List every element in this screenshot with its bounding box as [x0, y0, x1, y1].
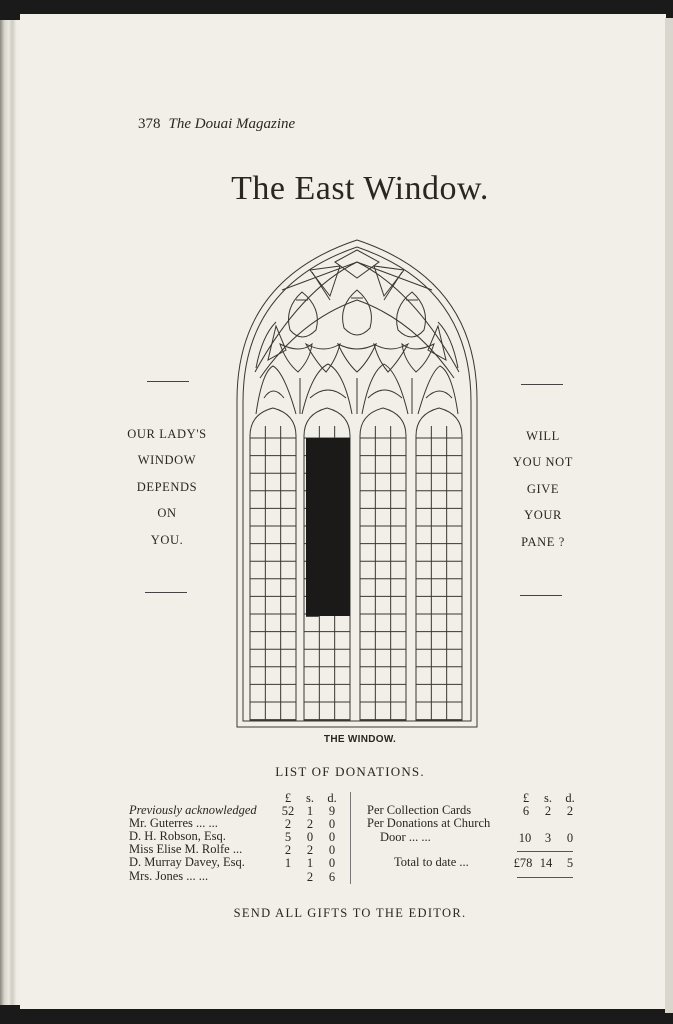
- donation-amount: 0: [328, 843, 336, 858]
- donation-amount: 3: [544, 831, 552, 845]
- currency-header-pounds: £: [522, 791, 530, 805]
- donation-amount: 0: [328, 830, 336, 845]
- donation-amount: 2: [544, 804, 552, 818]
- total-pounds: £78: [513, 856, 533, 870]
- divider-dash: [520, 595, 562, 596]
- right-slogan-line: WILL: [526, 429, 560, 443]
- currency-header-pounds: £: [284, 791, 292, 805]
- footer-note: SEND ALL GIFTS TO THE EDITOR.: [233, 906, 467, 920]
- divider-dash: [145, 592, 187, 593]
- donation-amount: 10: [518, 831, 532, 845]
- donor-name: D. Murray Davey, Esq.: [129, 855, 245, 870]
- left-slogan: [116, 421, 218, 553]
- total-label: Total to date ...: [394, 855, 469, 869]
- donor-name: Mr. Guterres ... ...: [129, 816, 218, 831]
- donation-amount: 1: [306, 804, 314, 818]
- donor-name: Previously acknowledged: [129, 803, 257, 817]
- right-slogan-line: PANE ?: [521, 534, 565, 549]
- total-rule-top: [517, 851, 573, 852]
- donation-amount: 2: [306, 869, 314, 884]
- donation-amount: 52: [281, 804, 295, 818]
- left-slogan-line: WINDOW: [137, 453, 197, 468]
- donation-amount: 1: [306, 856, 314, 871]
- left-slogan-line: ON: [157, 506, 177, 521]
- page-number: 378: [138, 116, 161, 132]
- donations-title: LIST OF DONATIONS.: [275, 764, 425, 779]
- donor-name: Per Donations at Church: [367, 816, 491, 831]
- right-slogan-line: YOU NOT: [512, 455, 574, 470]
- left-slogan-line: YOU.: [150, 532, 184, 547]
- window-lights: [250, 408, 462, 720]
- donor-name: D. H. Robson, Esq.: [129, 829, 226, 844]
- donation-amount: 5: [284, 830, 292, 845]
- magazine-name: The Douai Magazine: [168, 116, 296, 132]
- donation-amount: 0: [566, 831, 574, 845]
- donation-amount: 0: [328, 856, 336, 871]
- right-slogan-line: GIVE: [526, 481, 560, 496]
- donation-amount: 2: [284, 843, 292, 858]
- currency-header-pence: d.: [327, 791, 337, 805]
- donor-name: Miss Elise M. Rolfe ...: [129, 842, 243, 857]
- right-slogan: [495, 423, 591, 555]
- donor-name: Door ... ...: [380, 830, 431, 844]
- donation-amount: 6: [522, 804, 530, 818]
- currency-header-pence: d.: [565, 791, 575, 805]
- divider-dash: [521, 384, 563, 385]
- donation-amount: 0: [306, 830, 314, 845]
- filled-panes: [306, 438, 350, 616]
- donation-amount: 9: [328, 804, 336, 818]
- donation-amount: 6: [328, 869, 336, 884]
- page-title: The East Window.: [231, 170, 489, 207]
- donor-name: Per Collection Cards: [367, 803, 472, 817]
- donation-amount: 2: [306, 817, 314, 832]
- donation-amount: 2: [284, 817, 292, 832]
- window-caption: THE WINDOW.: [323, 734, 397, 745]
- left-slogan-line: OUR LADY'S: [127, 427, 207, 441]
- right-slogan-line: YOUR: [524, 508, 562, 523]
- donation-amount: 1: [284, 856, 292, 871]
- donation-amount: 0: [328, 817, 336, 832]
- donation-amount: 2: [566, 804, 574, 818]
- divider-dash: [147, 381, 189, 382]
- tracery: [255, 250, 459, 414]
- total-shillings: 14: [539, 856, 553, 870]
- total-pence: 5: [566, 856, 574, 870]
- left-slogan-line: DEPENDS: [136, 479, 198, 494]
- column-divider: [350, 792, 351, 884]
- currency-header-shillings: s.: [306, 791, 314, 805]
- currency-header-shillings: s.: [544, 791, 552, 805]
- donation-amount: 2: [306, 843, 314, 858]
- total-rule-bottom: [517, 877, 573, 878]
- donor-name: Mrs. Jones ... ...: [129, 868, 209, 883]
